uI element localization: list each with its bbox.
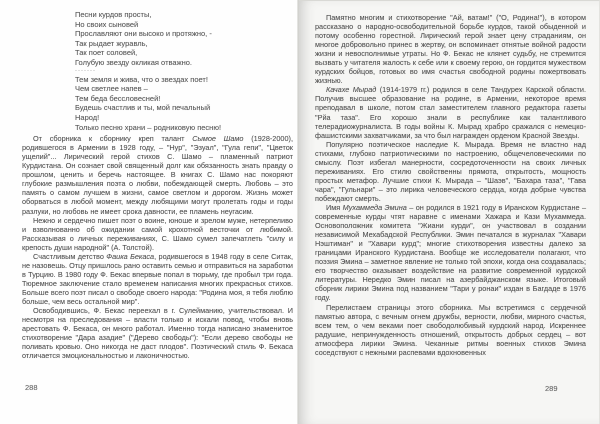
paragraph xyxy=(315,85,586,139)
text-segment: , родившегося в 1948 году в селе Ситак, не назовешь. Отцу пришлось рано оставить семью и отправиться на заработки в Турцию. В 1980 году Ф. Бекас впервые попал в тюрьму, где пробыл три года. Тюремное заключение стало временем написания многих прекрасных стихов. Больше всего поэт писал о свободе своего народа: "Родина моя, я тебя люблю больше, чем весь остальной мир". xyxy=(22,251,293,306)
paragraph xyxy=(22,306,293,360)
paragraph xyxy=(315,303,586,357)
poem-line: Так рыдает журавль, xyxy=(75,38,148,48)
text-segment: Счастливым детство xyxy=(33,251,107,261)
right-page-body xyxy=(315,13,586,357)
page-number-right: 289 xyxy=(545,384,558,393)
text-segment: Имя xyxy=(326,202,343,212)
left-page xyxy=(0,0,299,424)
poem-line: Тем земля и жива, что о звездах поет! xyxy=(75,74,208,84)
text-segment: Нежно и сердечно пишет поэт о воине, юноше и зрелом муже, нетерпеливо и взволнованно об ожидании самой крохотной весточки от любимой. Рассказывая о личных переживаниях, С. Шамо сумел запечатлеть "силу и крепость души народной" (А. Толстой). xyxy=(22,215,293,252)
poem-line: Но своих сыновей xyxy=(75,19,139,29)
poem-line: Прославляют они высоко и протяжно, - xyxy=(75,29,212,39)
paragraph xyxy=(315,13,586,85)
text-segment: Фаика Бекаса xyxy=(106,251,155,261)
stanza-separator: ······· xyxy=(75,67,96,74)
poem-line: Будешь счастлив и ты, мой печальный xyxy=(75,103,211,113)
text-segment: (1914-1979 гг.) родился в селе Тандурех Карской области. Получив высшее образование на родине, в Армении, некоторое время преподавал в школе, потом стал заместителем главного редактора газеты "Рйа таза". Его хорошо знали в республике как талантливого телерадиожурналиста. В годы войны К. Мырад храбро сражался с немецко-фашистскими захватчиками, за что был награжден орденом Красной Звезды. xyxy=(315,85,586,140)
poem-line: Голубую звезду окликая отважно. xyxy=(75,57,192,67)
left-page-body xyxy=(22,134,293,360)
paragraph xyxy=(315,203,586,303)
poem-line: Чем светлее напев – xyxy=(75,84,148,94)
paragraph xyxy=(315,140,586,203)
right-page xyxy=(299,0,600,424)
text-segment: От сборника к сборнику креп талант xyxy=(33,134,193,144)
text-segment: Популярно поэтическое наследие К. Мырада. Время не властно над стихами, глубоко патриотическими по настроению, общечеловеческими по смыслу. Поэт избегал манерности, сосредоточенности на своих личных переживаниях. Его стилю свойственны прямота, открытость, мощность простых метафор. Лучшие стихи К. Мырада – "Шаэв", "Бахара таза", "Гава чара", "Гульнари" – это лирика человеческого сердца, когда добрые чувства побеждают смерть. xyxy=(315,139,586,203)
poem-line: Народ! xyxy=(75,112,100,122)
text-segment: Памятно многим и стихотворение "Ай, ватам!" ("О, Родина!"), в котором рассказано о народно-освободительной борьбе курдов, такой обыденной и потому особенно горестной. Лирический герой знает цену страданиям, он многое добровольно принес в жертву, он вспоминает отнятые войной радости жизни и невосполнимые утраты. Но Ф. Бекас не клянет судьбу, не стремится вызвать у читателя жалость к себе или к своему герою, он гордится мужеством курдских бойцов, готовых во имя счастья свободной родины пожертвовать жизнью. xyxy=(315,13,586,86)
poem-line: Только песню храни – родниковую песню! xyxy=(75,122,222,132)
poem-line: Тем беда бессловесней! xyxy=(75,93,161,103)
text-segment: Перелистаем страницы этого сборника. Мы встретимся с сердечной памятью автора, с вечным огнем дружбы, верности, любви, мирного счастья, всем тем, о чем веками поет свободолюбивый курдский народ. Искреннее радушие, непринужденность отношений, открытость добрых сердец – вот атмосфера лирики Эмина. Чеканные ритмы военных стихов Эмина соседствуют с нежными распевами вдохновенных xyxy=(315,302,586,357)
text-segment: Сымое Шамо xyxy=(192,134,244,144)
text-segment: Освободившись, Ф. Бекас переехал в г. Сулейманию, учительствовал. И несмотря на преследования – власти только и искали повод, чтобы вновь арестовать Ф. Бекаса, он много работал. Именно тогда написано знаменитое стихотворение "Дара азадие" ("Дерево свободы"): "Если дерево свободы не поливать кровью. Оно никогда не даст плодов". Поэтический стиль Ф. Бекаса отличается эмоциональностью и лаконичностью. xyxy=(22,306,293,361)
text-segment: Мухаммеда Эмина xyxy=(342,202,407,212)
poem-block xyxy=(75,10,299,132)
paragraph xyxy=(22,252,293,306)
poem-line: Так поет соловей, xyxy=(75,48,138,58)
page-number-left: 288 xyxy=(25,383,38,392)
poem-line: Песни курдов просты, xyxy=(75,10,152,19)
text-segment: (1928-2000), родившегося в Армении в 1928 году, – "Нур", "Эзуал", "Гула гепи", "Цветок ущелий"... Лирический герой стихов С. Шамо – пламенный патриот Курдистана. Он сознает свой священный долг как обязанность знать правду о прошлом, ценить и беречь настоящее. В книгах С. Шамо нас покоряют глубокие размышления поэта о любви, побеждающей смерть. Любовь – это память о самом лучшем в жизни, самое светлом и дорогом. Жизнь может оборваться в любой момент, между любящими могут пролетать годы и годы разлуки, но любовь не имеет срока давности, ее пламень неугасим. xyxy=(22,134,293,216)
text-segment: Качахе Мырад xyxy=(326,85,377,95)
text-segment: – он родился в 1921 году в Иранском Курдистане – современные курды чтят наравне с именами Хажара и Кази Мухаммеда. Основоположник комитета "Жиани курди", он участвовал в создании независимой Мехабадской Республики. Эмин печатался в журналах "Хавари Нэштиман" и "Хавари курд"; многие стихотворения известны далеко за границами Иранского Курдистана. Вообще же исследователи полагают, что поэзия Эмина – заметное явление не только той эпохи, когда она создавалась; его творчество оказывает воздействие на развитие современной курдской литературы. Нередко Эмин писал на азербайджанском языке. Итоговый сборник лирики Эмина под названием "Тари у ронаи" издан в Багдаде в 1976 году. xyxy=(315,202,587,303)
paragraph xyxy=(22,216,293,252)
paragraph xyxy=(22,134,293,215)
